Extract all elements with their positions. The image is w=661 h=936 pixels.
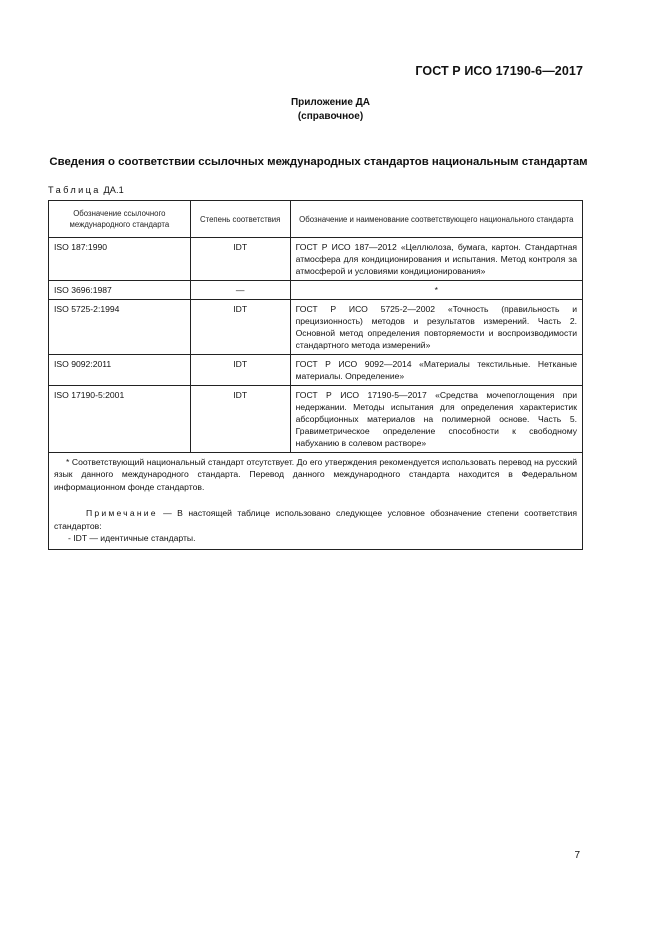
annex-title: Приложение ДА	[290, 97, 371, 108]
annex-subtitle: (справочное)	[297, 111, 364, 122]
table-row	[49, 281, 583, 300]
table-header-row	[49, 201, 583, 238]
national-standard-cell: *	[290, 281, 582, 300]
table-row	[49, 355, 583, 386]
header-ref-standard: Обозначение ссылочного международного стандарта	[49, 201, 191, 238]
national-standard-cell: ГОСТ Р ИСО 187—2012 «Целлюлоза, бумага, картон. Стандартная атмосфера для кондиционирования и испытания. Метод контроля за атмосферой и условиями кондиционирования»	[290, 238, 582, 281]
correspondence-table	[48, 200, 583, 550]
national-standard-cell: ГОСТ Р ИСО 17190-5—2017 «Средства мочепоглощения при недержании. Методы испытания для определения характеристик абсорбционных материалов на полимерной основе. Часть 5. Гравиметрическое определение способности к свободному набуханию в солевом растворе»	[290, 386, 582, 453]
table-row	[49, 386, 583, 453]
degree-cell: IDT	[190, 238, 290, 281]
note-text: — В настоящей таблице использовано следующее условное обозначение степени соответствия стандартов:	[54, 508, 577, 531]
degree-cell: IDT	[190, 386, 290, 453]
ref-standard-cell: ISO 187:1990	[49, 238, 191, 281]
note-item: - IDT — идентичные стандарты.	[68, 533, 196, 544]
table-label	[48, 185, 124, 195]
ref-standard-cell: ISO 9092:2011	[49, 355, 191, 386]
footnote: * Соответствующий национальный стандарт отсутствует. До его утверждения рекомендуется использовать перевод на русский язык данного международного стандарта. Перевод данного международного стандарта находится в Федеральном информационном фонде стандартов.	[54, 457, 577, 492]
degree-cell: IDT	[190, 300, 290, 355]
note-label: Примечание	[86, 508, 158, 519]
note	[54, 507, 577, 532]
national-standard-cell: ГОСТ Р ИСО 5725-2—2002 «Точность (правильность и прецизионность) методов и результатов измерений. Часть 2. Основной метод определения повторяемости и воспроизводимости стандартного метода измерений»	[290, 300, 582, 355]
table-row	[49, 238, 583, 281]
section-title: Сведения о соответствии ссылочных международных стандартов национальным стандартам	[49, 156, 588, 168]
degree-cell: IDT	[190, 355, 290, 386]
table-label-word: Таблица	[48, 185, 101, 195]
page-number: 7	[574, 850, 580, 861]
table-footer	[49, 453, 583, 550]
national-standard-cell: ГОСТ Р ИСО 9092—2014 «Материалы текстильные. Нетканые материалы. Определение»	[290, 355, 582, 386]
header-degree: Степень соответствия	[190, 201, 290, 238]
table-row	[49, 300, 583, 355]
ref-standard-cell: ISO 5725-2:1994	[49, 300, 191, 355]
annex-heading	[0, 96, 661, 124]
header-national-standard: Обозначение и наименование соответствующего национального стандарта	[290, 201, 582, 238]
table-footer-row	[49, 453, 583, 550]
table-label-number: ДА.1	[100, 185, 124, 195]
ref-standard-cell: ISO 17190-5:2001	[49, 386, 191, 453]
ref-standard-cell: ISO 3696:1987	[49, 281, 191, 300]
degree-cell: —	[190, 281, 290, 300]
document-code: ГОСТ Р ИСО 17190-6—2017	[415, 64, 583, 78]
